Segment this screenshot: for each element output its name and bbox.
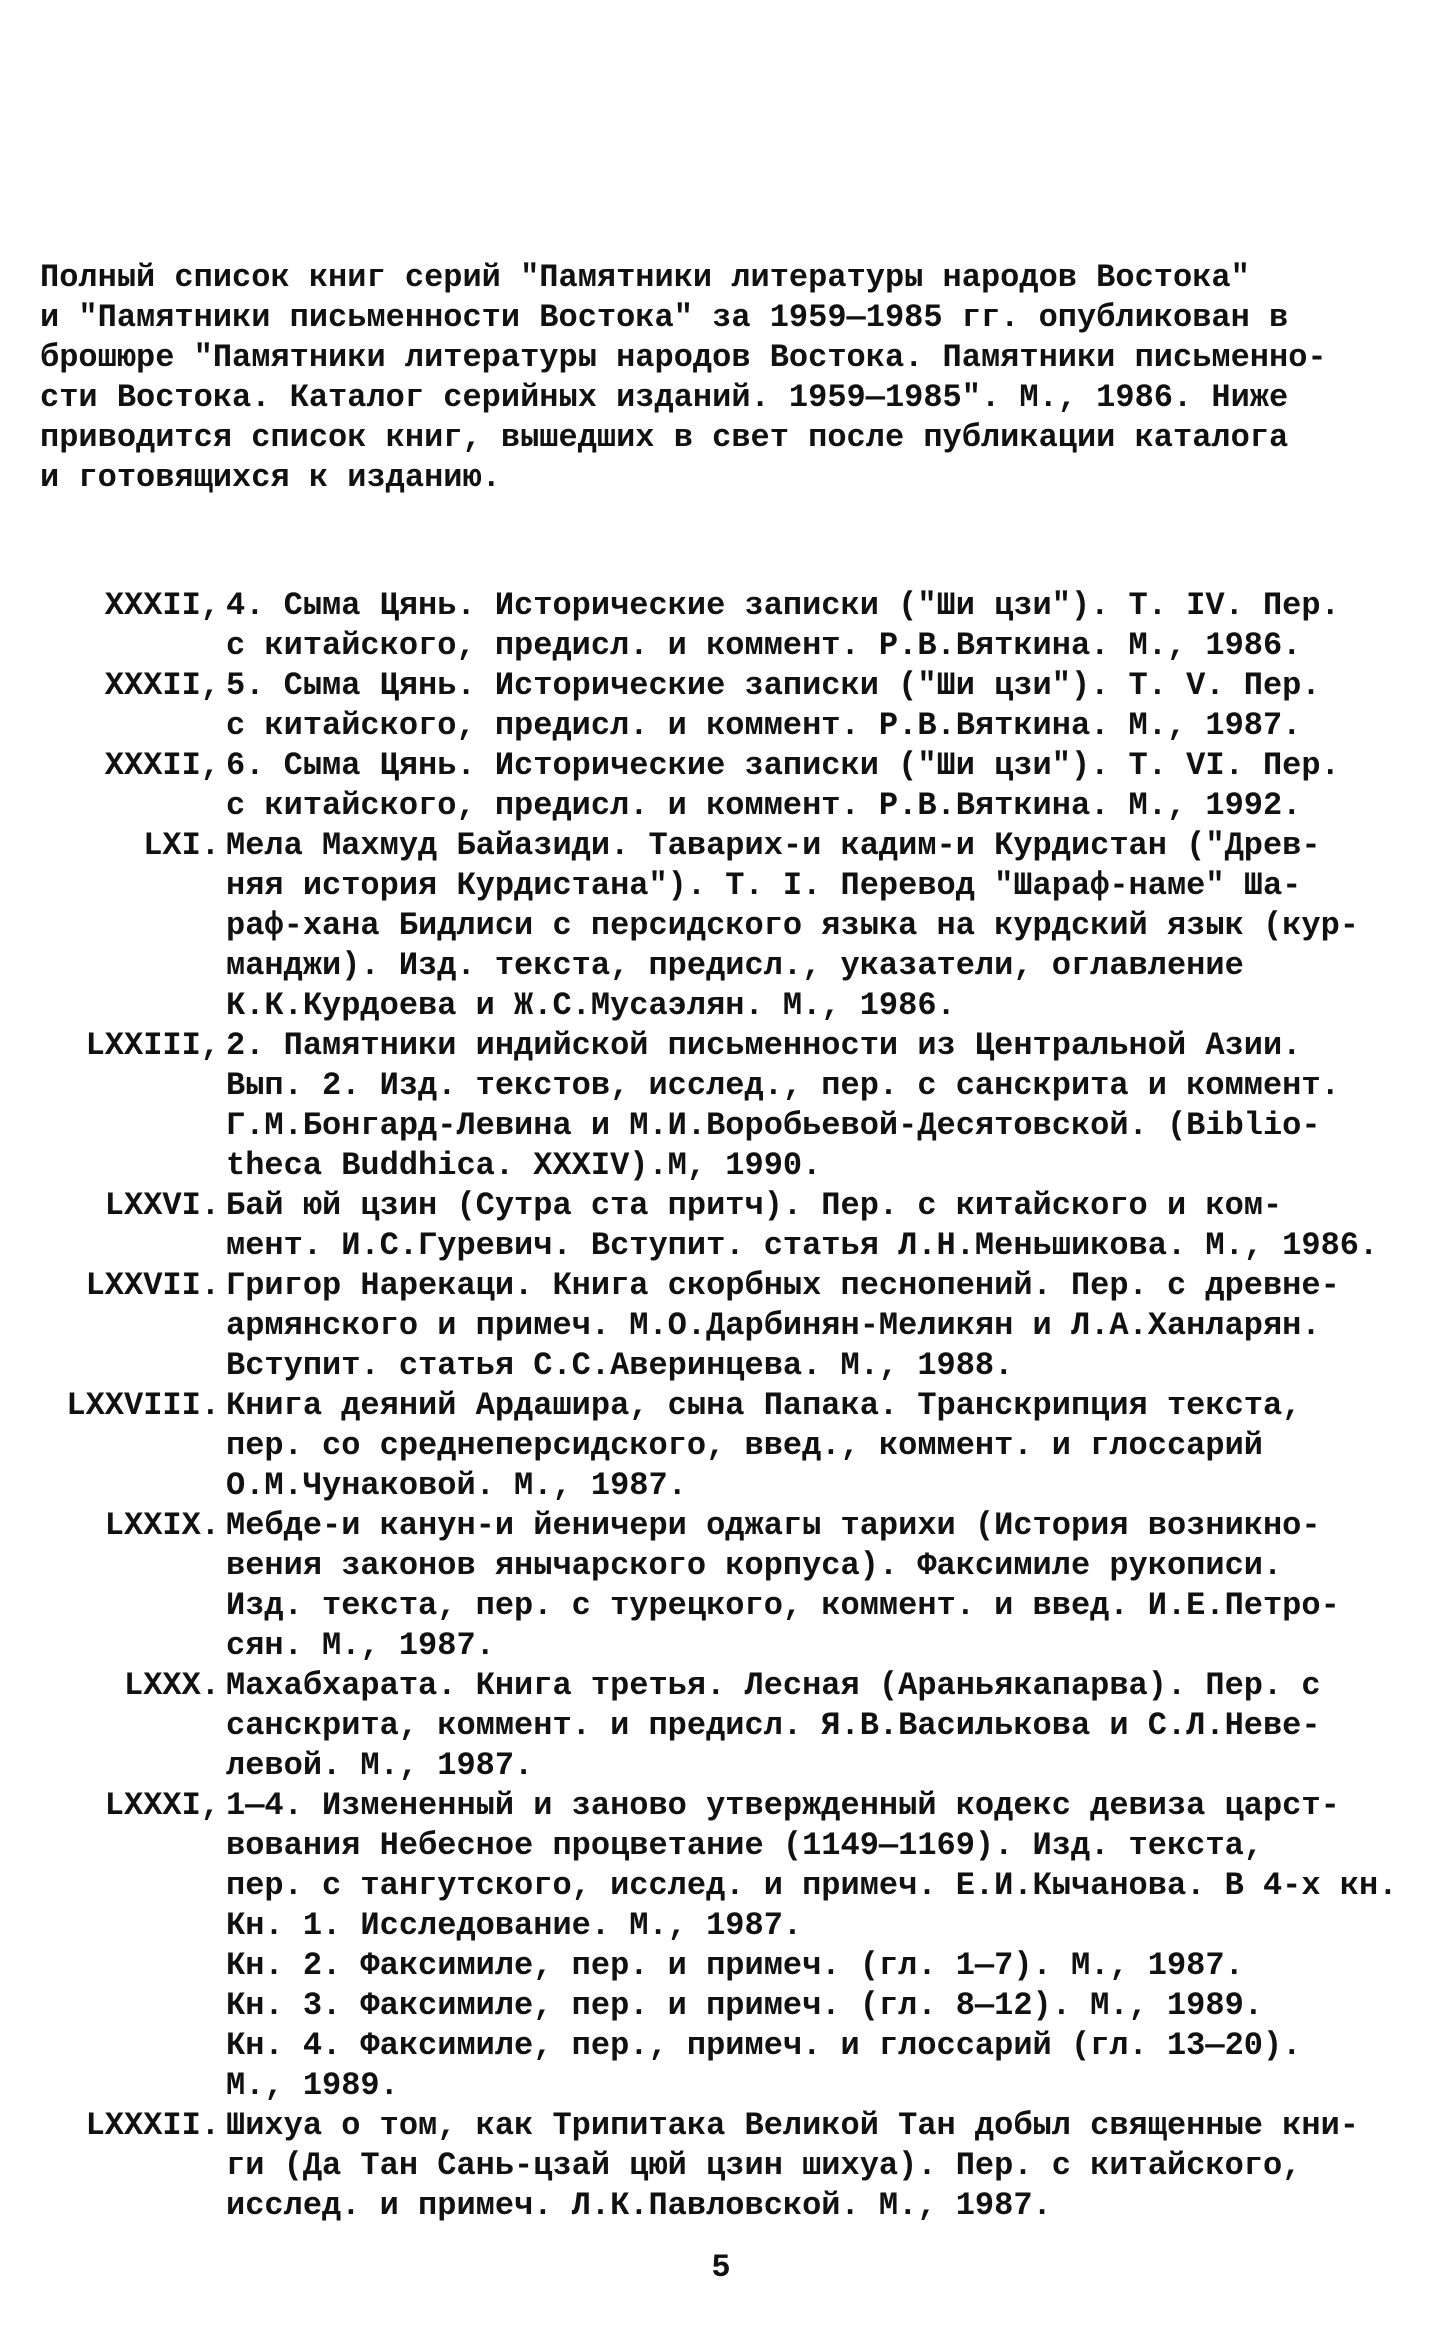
series-number: LXXX.	[123, 1667, 220, 1704]
entry-line: Кн. 4. Факсимиле, пер., примеч. и глоссарий (гл. 13—20).	[226, 2027, 1302, 2064]
entry-line: армянского и примеч. М.О.Дарбинян-Меликян и Л.А.Ханларян.	[226, 1307, 1321, 1344]
entry-line: манджи). Изд. текста, предисл., указатели, оглавление	[226, 947, 1244, 984]
entry-line: раф-хана Бидлиси с персидского языка на курдский язык (кур-	[226, 907, 1359, 944]
entry-line: няя история Курдистана"). Т. I. Перевод "Шараф-наме" Ша-	[226, 867, 1302, 904]
entry-line: Изд. текста, пер. с турецкого, коммент. и введ. И.Е.Петро-	[226, 1587, 1340, 1624]
entry-line: мент. И.С.Гуревич. Вступит. статья Л.Н.Меньшикова. М., 1986.	[226, 1227, 1379, 1264]
catalog-entry	[40, 1506, 1420, 1666]
entry-description	[220, 1506, 1420, 1666]
entry-line: 1—4. Измененный и заново утвержденный кодекс девиза царст-	[226, 1787, 1340, 1824]
entry-line: с китайского, предисл. и коммент. Р.В.Вяткина. М., 1987.	[226, 707, 1302, 744]
intro-line: и "Памятники письменности Востока" за 1959—1985 гг. опубликован в	[40, 299, 1289, 336]
entry-line: Кн. 3. Факсимиле, пер. и примеч. (гл. 8—12). М., 1989.	[226, 1987, 1263, 2024]
entry-description	[220, 2106, 1420, 2226]
entry-description	[220, 1786, 1420, 2106]
entry-line: 5. Сыма Цянь. Исторические записки ("Ши цзи"). Т. V. Пер.	[226, 667, 1321, 704]
catalog-entry	[40, 2106, 1420, 2226]
intro-line: и готовящихся к изданию.	[40, 459, 501, 496]
entry-line: Махабхарата. Книга третья. Лесная (Араньякапарва). Пер. с	[226, 1667, 1321, 1704]
entry-description	[220, 746, 1420, 826]
entry-line: Мела Махмуд Байазиди. Таварих-и кадим-и Курдистан ("Древ-	[226, 827, 1321, 864]
entry-line: Вып. 2. Изд. текстов, исслед., пер. с санскрита и коммент.	[226, 1067, 1340, 1104]
catalog-entry	[40, 1386, 1420, 1506]
entry-line: вения законов янычарского корпуса). Факсимиле рукописи.	[226, 1547, 1283, 1584]
entry-line: пер. со среднеперсидского, введ., коммент. и глоссарий	[226, 1427, 1263, 1464]
catalog-entry	[40, 586, 1420, 666]
catalog-entry	[40, 826, 1420, 1026]
entry-line: вования Небесное процветание (1149—1169). Изд. текста,	[226, 1827, 1263, 1864]
catalog-entry	[40, 1786, 1420, 2106]
entry-description	[220, 1026, 1420, 1186]
intro-line: брошюре "Памятники литературы народов Востока. Памятники письменно-	[40, 339, 1327, 376]
intro-paragraph	[40, 258, 1420, 498]
entry-description	[220, 1666, 1420, 1786]
entry-line: Кн. 1. Исследование. М., 1987.	[226, 1907, 803, 1944]
series-number: LXI.	[143, 827, 220, 864]
entry-line: Вступит. статья С.С.Аверинцева. М., 1988.	[226, 1347, 1014, 1384]
series-number: XXXII,	[104, 667, 220, 704]
entry-line: К.К.Курдоева и Ж.С.Мусаэлян. М., 1986.	[226, 987, 956, 1024]
entry-line: санскрита, коммент. и предисл. Я.В.Василькова и С.Л.Неве-	[226, 1707, 1321, 1744]
series-number: LXXVIII.	[66, 1387, 220, 1424]
entry-description	[220, 1266, 1420, 1386]
entry-line: 2. Памятники индийской письменности из Центральной Азии.	[226, 1027, 1302, 1064]
entry-line: с китайского, предисл. и коммент. Р.В.Вяткина. М., 1992.	[226, 787, 1302, 824]
intro-line: сти Востока. Каталог серийных изданий. 1959—1985". М., 1986. Ниже	[40, 379, 1289, 416]
catalog-entry	[40, 666, 1420, 746]
series-number: XXXII,	[104, 587, 220, 624]
entry-line: 6. Сыма Цянь. Исторические записки ("Ши цзи"). Т. VI. Пер.	[226, 747, 1340, 784]
entry-description	[220, 826, 1420, 1026]
series-number: LXXVII.	[85, 1267, 220, 1304]
catalog-entry	[40, 1266, 1420, 1386]
series-number: LXXIII,	[85, 1027, 220, 1064]
entry-line: М., 1989.	[226, 2067, 399, 2104]
catalog-list	[40, 586, 1420, 2226]
catalog-entry	[40, 746, 1420, 826]
entry-line: сян. М., 1987.	[226, 1627, 495, 1664]
entry-line: Книга деяний Ардашира, сына Папака. Транскрипция текста,	[226, 1387, 1302, 1424]
entry-line: theca Buddhica. XXXIV).М, 1990.	[226, 1147, 822, 1184]
entry-line: ги (Да Тан Сань-цзай цюй цзин шихуа). Пер. с китайского,	[226, 2147, 1302, 2184]
catalog-entry	[40, 1666, 1420, 1786]
series-number: LXXVI.	[104, 1187, 220, 1224]
entry-line: Григор Нарекаци. Книга скорбных песнопений. Пер. с древне-	[226, 1267, 1340, 1304]
entry-description	[220, 1186, 1420, 1266]
entry-description	[220, 666, 1420, 746]
entry-line: исслед. и примеч. Л.К.Павловской. М., 1987.	[226, 2187, 1052, 2224]
entry-line: Г.М.Бонгард-Левина и М.И.Воробьевой-Десятовской. (Biblio-	[226, 1107, 1321, 1144]
entry-description	[220, 1386, 1420, 1506]
series-number: LXXXII.	[85, 2107, 220, 2144]
entry-description	[220, 586, 1420, 666]
entry-line: пер. с тангутского, исслед. и примеч. Е.И.Кычанова. В 4-х кн.	[226, 1867, 1398, 1904]
series-number: LXXXI,	[104, 1787, 220, 1824]
intro-line: приводится список книг, вышедших в свет после публикации каталога	[40, 419, 1289, 456]
entry-line: с китайского, предисл. и коммент. Р.В.Вяткина. М., 1986.	[226, 627, 1302, 664]
entry-line: Кн. 2. Факсимиле, пер. и примеч. (гл. 1—7). М., 1987.	[226, 1947, 1244, 1984]
entry-line: Мебде-и канун-и йеничери оджагы тарихи (История возникно-	[226, 1507, 1321, 1544]
entry-line: О.М.Чунаковой. М., 1987.	[226, 1467, 687, 1504]
catalog-entry	[40, 1026, 1420, 1186]
series-number: XXXII,	[104, 747, 220, 784]
page-number: 5	[711, 2249, 731, 2286]
entry-line: 4. Сыма Цянь. Исторические записки ("Ши цзи"). Т. IV. Пер.	[226, 587, 1340, 624]
entry-line: Шихуа о том, как Трипитака Великой Тан добыл священные кни-	[226, 2107, 1359, 2144]
series-number: LXXIX.	[104, 1507, 220, 1544]
entry-line: левой. М., 1987.	[226, 1747, 534, 1784]
catalog-entry	[40, 1186, 1420, 1266]
entry-line: Бай юй цзин (Сутра ста притч). Пер. с китайского и ком-	[226, 1187, 1283, 1224]
intro-line: Полный список книг серий "Памятники литературы народов Востока"	[40, 259, 1250, 296]
